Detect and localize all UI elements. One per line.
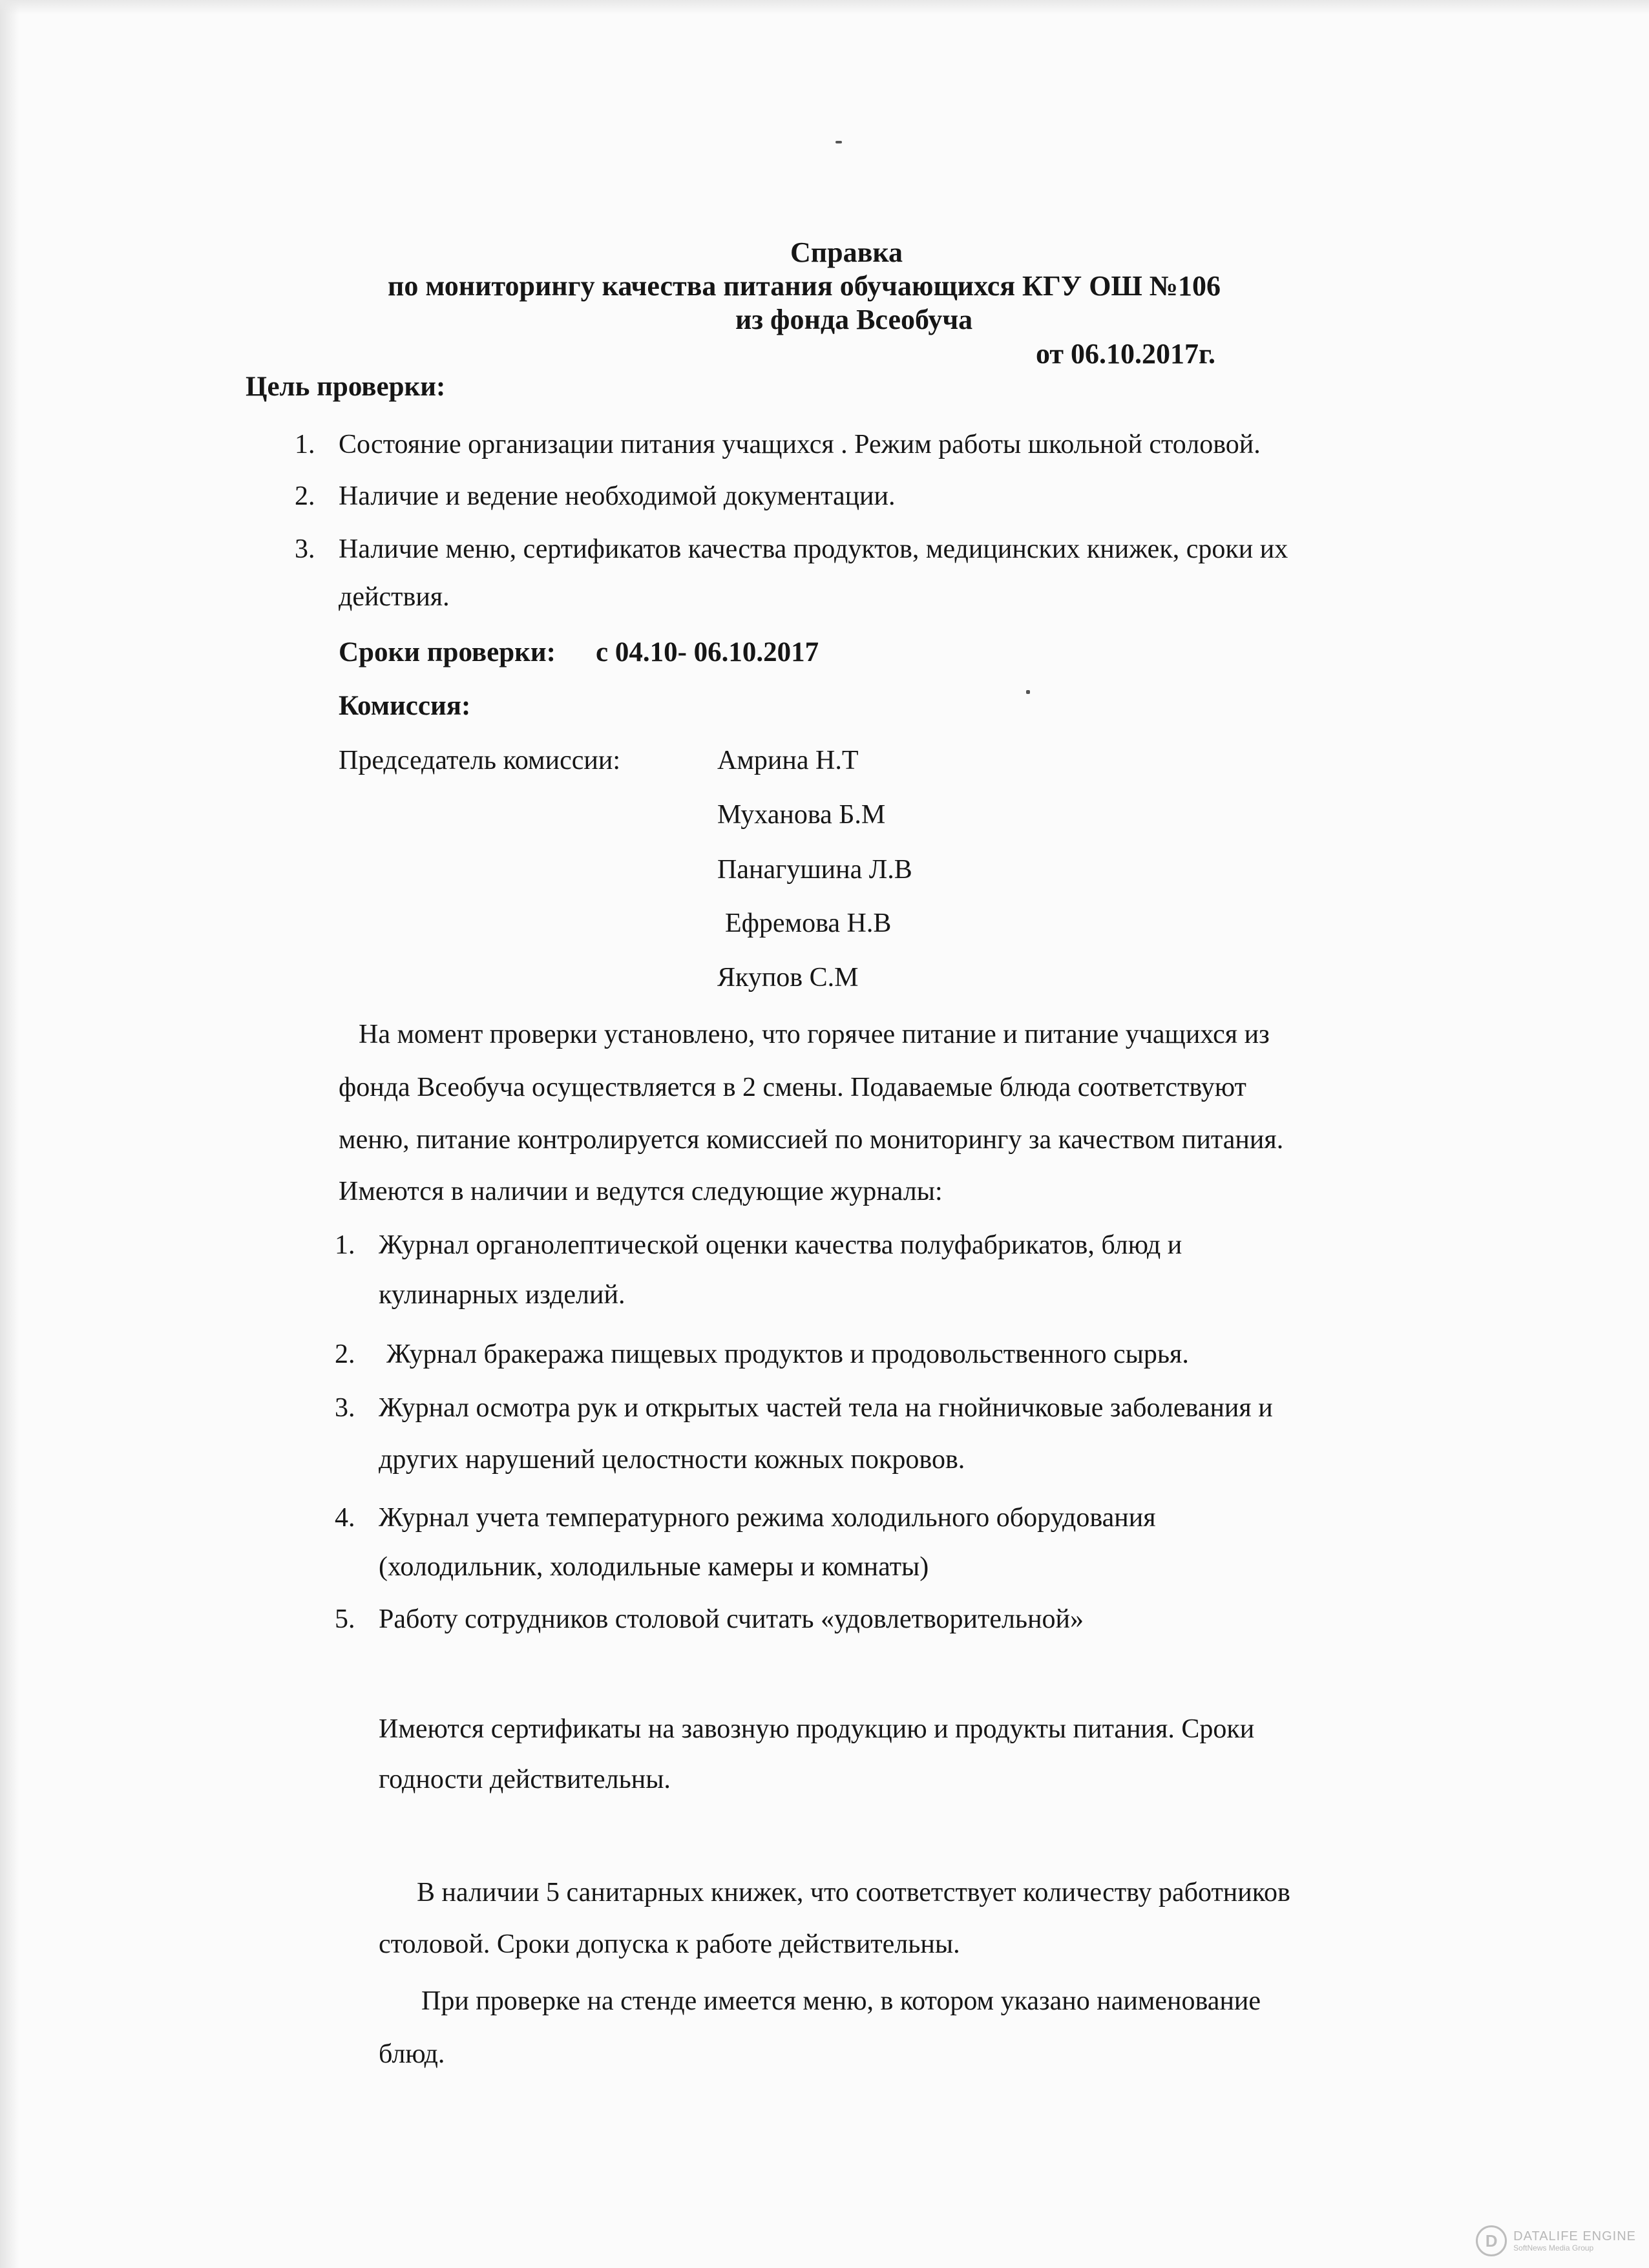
watermark-logo-icon: D — [1476, 2225, 1507, 2256]
commission-chair-label: Председатель комиссии: — [339, 746, 620, 775]
journal-item-continuation: других нарушений целостности кожных покровов. — [379, 1445, 965, 1475]
goal-item: Наличие меню, сертификатов качества продуктов, медицинских книжек, сроки их — [339, 534, 1288, 564]
commission-member: Амрина Н.Т — [717, 746, 859, 775]
document-date: от 06.10.2017г. — [1036, 338, 1216, 370]
commission-member: Якупов С.М — [717, 963, 859, 992]
period-value: с 04.10- 06.10.2017 — [596, 637, 819, 667]
goals-heading: Цель проверки: — [246, 372, 446, 402]
menu-stand-line: блюд. — [379, 2039, 445, 2069]
watermark-tagline: SoftNews Media Group — [1513, 2243, 1594, 2252]
scan-edge-left — [0, 0, 19, 2268]
findings-line: фонда Всеобуча осуществляется в 2 смены. Подаваемые блюда соответствуют — [339, 1073, 1246, 1102]
journal-item-continuation: (холодильник, холодильные камеры и комнаты) — [379, 1552, 929, 1582]
commission-member: Ефремова Н.В — [725, 908, 892, 938]
document-title: Справка — [790, 236, 903, 268]
findings-line: Имеются в наличии и ведутся следующие журналы: — [339, 1177, 943, 1206]
goal-number: 1. — [295, 430, 315, 459]
document-subtitle-line1: по мониторингу качества питания обучающихся КГУ ОШ №106 — [388, 270, 1221, 302]
journal-number: 2. — [335, 1339, 355, 1369]
menu-stand-line: При проверке на стенде имеется меню, в котором указано наименование — [421, 1986, 1261, 2016]
sanitary-line: В наличии 5 санитарных книжек, что соответствует количеству работников — [417, 1878, 1290, 1907]
scan-edge-top — [0, 0, 1649, 14]
goal-item: Состояние организации питания учащихся . Режим работы школьной столовой. — [339, 430, 1261, 459]
watermark-brand: DATALIFE ENGINE — [1513, 2229, 1636, 2243]
findings-line: меню, питание контролируется комиссией по мониторингу за качеством питания. — [339, 1125, 1284, 1155]
site-watermark — [1476, 2225, 1636, 2256]
goal-item: Наличие и ведение необходимой документации. — [339, 481, 896, 511]
journal-number: 5. — [335, 1604, 355, 1634]
journal-item: Журнал органолептической оценки качества полуфабрикатов, блюд и — [379, 1230, 1182, 1260]
findings-line: На момент проверки установлено, что горячее питание и питание учащихся из — [359, 1020, 1270, 1049]
goal-number: 2. — [295, 481, 315, 511]
sanitary-line: столовой. Сроки допуска к работе действительны. — [379, 1929, 960, 1959]
certificates-line: годности действительны. — [379, 1765, 671, 1794]
certificates-line: Имеются сертификаты на завозную продукцию и продукты питания. Сроки — [379, 1714, 1255, 1744]
goal-item-continuation: действия. — [339, 582, 450, 612]
journal-item-continuation: кулинарных изделий. — [379, 1280, 625, 1310]
period-label: Сроки проверки: — [339, 637, 556, 667]
journal-item: Журнал осмотра рук и открытых частей тела на гнойничковые заболевания и — [379, 1393, 1273, 1423]
scan-speck — [1026, 690, 1030, 694]
journal-number: 4. — [335, 1503, 355, 1533]
commission-member: Муханова Б.М — [717, 800, 886, 830]
journal-item: Журнал учета температурного режима холодильного оборудования — [379, 1503, 1156, 1533]
journal-item: Работу сотрудников столовой считать «удовлетворительной» — [379, 1604, 1084, 1634]
journal-item: Журнал бракеража пищевых продуктов и продовольственного сырья. — [386, 1339, 1189, 1369]
goal-number: 3. — [295, 534, 315, 564]
commission-heading: Комиссия: — [339, 691, 471, 721]
journal-number: 1. — [335, 1230, 355, 1260]
scan-speck — [835, 141, 842, 143]
document-subtitle-line2: из фонда Всеобуча — [735, 304, 973, 335]
journal-number: 3. — [335, 1393, 355, 1423]
commission-member: Панагушина Л.В — [717, 855, 912, 885]
